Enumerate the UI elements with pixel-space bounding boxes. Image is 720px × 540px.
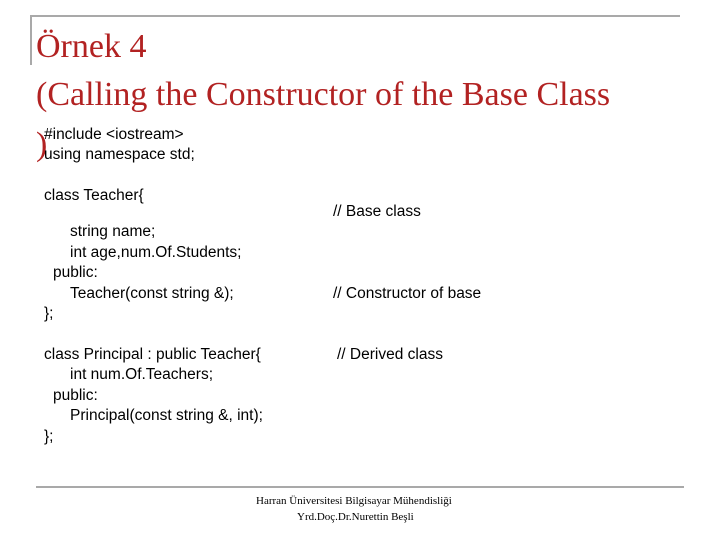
slide-title-line3: ) bbox=[36, 126, 48, 163]
slide-frame-top bbox=[30, 15, 680, 17]
code-public-1: public: bbox=[53, 264, 98, 281]
footer-divider bbox=[36, 486, 684, 488]
code-using: using namespace std; bbox=[44, 146, 195, 163]
code-principal-ctor: Principal(const string &, int); bbox=[70, 407, 263, 424]
code-teacher-open: class Teacher{ bbox=[44, 187, 144, 204]
code-string-name: string name; bbox=[70, 223, 156, 240]
footer-author: Yrd.Doç.Dr.Nurettin Beşli bbox=[297, 511, 414, 523]
code-public-2: public: bbox=[53, 387, 98, 404]
code-comment-ctor: // Constructor of base bbox=[333, 285, 482, 302]
code-teacher-ctor: Teacher(const string &); bbox=[70, 285, 234, 302]
code-principal-open: class Principal : public Teacher{ bbox=[44, 346, 261, 363]
code-close-1: }; bbox=[44, 305, 54, 322]
slide-title-line2: (Calling the Constructor of the Base Class bbox=[36, 76, 611, 113]
footer-university: Harran Üniversitesi Bilgisayar Mühendisliği bbox=[256, 495, 452, 507]
code-close-2: }; bbox=[44, 428, 54, 445]
code-include: #include <iostream> bbox=[44, 126, 184, 143]
slide-frame-left bbox=[30, 15, 32, 65]
code-comment-derived: // Derived class bbox=[337, 346, 443, 363]
code-int-teachers: int num.Of.Teachers; bbox=[70, 366, 214, 383]
code-comment-base: // Base class bbox=[333, 203, 421, 220]
code-int-age: int age,num.Of.Students; bbox=[70, 244, 242, 261]
slide-title-line1: Örnek 4 bbox=[36, 28, 147, 65]
